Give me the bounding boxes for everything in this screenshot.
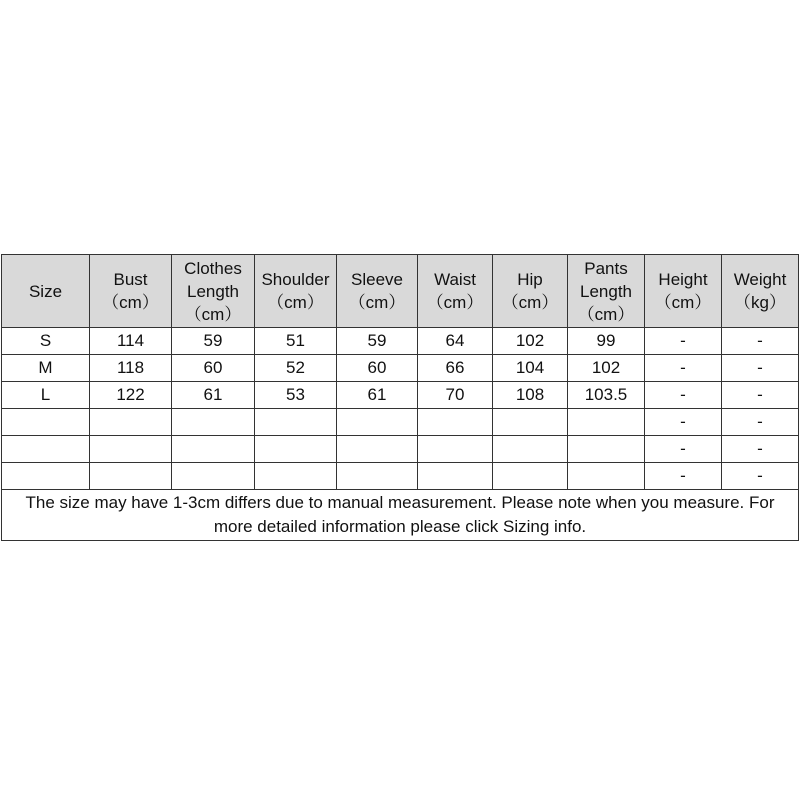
table-cell [2,436,90,463]
header-label-line: （cm） [501,293,559,312]
table-cell: - [645,409,722,436]
table-cell: 61 [337,382,418,409]
table-cell: - [645,436,722,463]
table-cell: - [645,463,722,490]
header-cell-pants-length [568,255,645,328]
header-label-line: Pants [584,258,628,278]
note-row [2,490,799,541]
header-label-line: Height [658,270,708,289]
table-cell [568,463,645,490]
table-cell: 70 [418,382,493,409]
table-cell [2,409,90,436]
table-cell: - [722,382,799,409]
header-label-line: （kg） [734,293,786,312]
table-cell [337,463,418,490]
header-cell-shoulder [255,255,337,328]
table-cell: - [722,355,799,382]
table-cell [418,409,493,436]
table-cell: L [2,382,90,409]
header-row [2,255,799,328]
header-label-line: （cm） [267,293,324,312]
header-cell-bust [90,255,172,328]
table-cell: 122 [90,382,172,409]
table-cell [172,463,255,490]
header-label-line: Shoulder [261,270,330,289]
table-cell: - [645,328,722,355]
table-cell [2,463,90,490]
header-cell-height [645,255,722,328]
table-cell [493,463,568,490]
header-label-line: Size [28,281,63,301]
table-cell: - [722,328,799,355]
header-label-line: Bust [113,270,148,289]
table-cell: S [2,328,90,355]
table-cell [568,409,645,436]
table-row [2,355,799,382]
table-cell: 66 [418,355,493,382]
header-cell-sleeve [337,255,418,328]
table-row [2,382,799,409]
header-label-line: （cm） [184,304,242,324]
header-cell-weight [722,255,799,328]
header-cell-hip [493,255,568,328]
table-cell [255,463,337,490]
header-label-line: （cm） [577,304,635,324]
table-row [2,409,799,436]
header-label-line: Length [187,281,239,301]
table-cell [90,409,172,436]
header-cell-size [2,255,90,328]
table-cell [493,409,568,436]
table-cell [418,436,493,463]
table-cell: 60 [172,355,255,382]
table-row [2,436,799,463]
table-cell [337,409,418,436]
table-cell [255,409,337,436]
table-cell [418,463,493,490]
table-cell: 103.5 [568,382,645,409]
table-cell: 118 [90,355,172,382]
table-cell: 102 [568,355,645,382]
header-label-line: Length [580,281,632,301]
table-cell [337,436,418,463]
table-cell: 59 [337,328,418,355]
table-cell [255,436,337,463]
header-label-line: （cm） [348,293,406,312]
table-cell: 51 [255,328,337,355]
header-label-line: Clothes [184,258,242,278]
header-label-line: Weight [733,270,787,289]
table-body [2,328,799,490]
table-cell: - [645,382,722,409]
table-cell [568,436,645,463]
header-cell-waist [418,255,493,328]
header-label-line: （cm） [426,293,484,312]
table-cell: - [722,409,799,436]
table-cell: 114 [90,328,172,355]
table-cell: 102 [493,328,568,355]
header-label-line: （cm） [102,293,159,312]
table-cell: 52 [255,355,337,382]
table-cell: - [722,463,799,490]
header-label-line: （cm） [654,293,712,312]
header-label-line: Sleeve [351,270,403,289]
table-cell [90,463,172,490]
table-cell: 61 [172,382,255,409]
table-cell [172,409,255,436]
measurement-note: The size may have 1-3cm differs due to manual measurement. Please note when you measure. For more detailed information please click Sizing info. [2,490,799,541]
header-label-line: Hip [517,270,543,289]
table-cell: 59 [172,328,255,355]
header-label-line: Waist [434,270,476,289]
table-cell: 108 [493,382,568,409]
table-cell: 104 [493,355,568,382]
table-cell: M [2,355,90,382]
table-cell: - [645,355,722,382]
table-cell [493,436,568,463]
table-row [2,463,799,490]
header-cell-clothes-length [172,255,255,328]
table-cell: 64 [418,328,493,355]
table-cell: - [722,436,799,463]
table-cell [90,436,172,463]
table-row [2,328,799,355]
table-cell [172,436,255,463]
table-cell: 60 [337,355,418,382]
table-cell: 53 [255,382,337,409]
table-cell: 99 [568,328,645,355]
size-chart-table [1,254,799,541]
